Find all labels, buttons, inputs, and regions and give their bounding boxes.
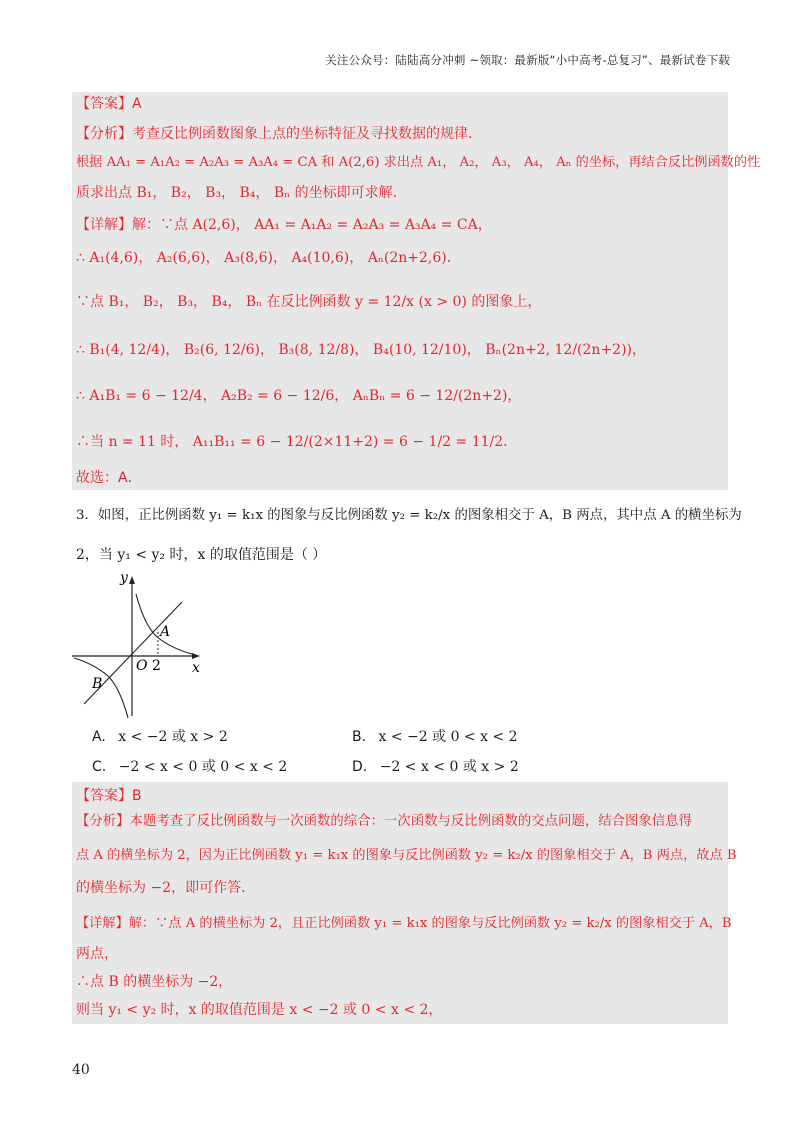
- detail-line-3: ∵点 B₁， B₂， B₃， B₄， Bₙ 在反比例函数 y = 12/x (x > 0) 的图象上，: [76, 294, 542, 310]
- detail-line-5: ∴ A₁B₁ = 6 − 12/4， A₂B₂ = 6 − 12/6， AₙBₙ = 6 − 12/(2n+2)，: [76, 388, 522, 404]
- answer-label: 【答案】A: [76, 96, 142, 112]
- detail-line-1: 【详解】解：∵点 A(2,6)， AA₁ = A₁A₂ = A₂A₃ = A₃A₄ = CA，: [76, 217, 492, 233]
- analysis-2-line-1: 【分析】本题考查了反比例函数与一次函数的综合：一次函数与反比例函数的交点问题，结合图象信息得: [76, 814, 692, 829]
- tick-label-2: 2: [152, 658, 161, 674]
- option-a-text: x < −2 或 x > 2: [118, 729, 228, 745]
- detail-line-2: ∴ A₁(4,6)， A₂(6,6)， A₃(8,6)， A₄(10,6)， Aₙ(2n+2,6)．: [76, 250, 461, 266]
- solution-block-1: [72, 92, 761, 490]
- detail-line-4: ∴ B₁(4, 12/4)， B₂(6, 12/6)， B₃(8, 12/8)， B₄(10, 12/10)， Bₙ(2n+2, 12/(2n+2))，: [76, 342, 647, 358]
- option-b-letter: B.: [352, 729, 367, 745]
- detail-2-line-3: ∴点 B 的横坐标为 −2，: [76, 974, 233, 990]
- detail-2-line-4: 则当 y₁ < y₂ 时，x 的取值范围是 x < −2 或 0 < x < 2，: [76, 1002, 443, 1018]
- choose-line: 故选：A．: [76, 470, 142, 486]
- option-a[interactable]: [92, 727, 228, 747]
- page-header: 关注公众号：陆陆高分冲刺 ~领取：最新版“小中高考-总复习”、最新试卷下载: [325, 53, 730, 67]
- page-number: 40: [72, 1062, 90, 1078]
- analysis-2-line-2: 点 A 的横坐标为 2，因为正比例函数 y₁ = k₁x 的图象与反比例函数 y₂ = k₂/x 的图象相交于 A，B 两点，故点 B: [76, 848, 737, 863]
- origin-label: O: [136, 658, 148, 674]
- option-d[interactable]: [352, 757, 519, 777]
- option-c-text: −2 < x < 0 或 0 < x < 2: [118, 759, 288, 775]
- x-axis-label: x: [192, 660, 200, 676]
- option-b[interactable]: [352, 727, 518, 747]
- point-a-label: A: [160, 624, 171, 640]
- analysis-line-1: 【分析】考查反比例函数图象上点的坐标特征及寻找数据的规律．: [76, 126, 482, 142]
- question-3-line-2: 2，当 y₁ < y₂ 时，x 的取值范围是（ ）: [76, 547, 327, 563]
- x-axis-arrow: [192, 653, 200, 659]
- detail-2-line-2: 两点，: [76, 946, 118, 962]
- detail-2-line-1: 【详解】解：∵点 A 的横坐标为 2，且正比例函数 y₁ = k₁x 的图象与反比例函数 y₂ = k₂/x 的图象相交于 A，B: [76, 916, 732, 931]
- option-c-letter: C.: [92, 759, 107, 775]
- analysis-2-line-3: 的横坐标为 −2，即可作答．: [76, 880, 256, 896]
- analysis-line-3: 质求出点 B₁， B₂， B₃， B₄， Bₙ 的坐标即可求解．: [76, 185, 407, 201]
- option-d-text: −2 < x < 0 或 x > 2: [379, 759, 519, 775]
- option-c[interactable]: [92, 757, 287, 777]
- answer-label-2: 【答案】B: [76, 788, 142, 804]
- detail-line-6: ∴当 n = 11 时， A₁₁B₁₁ = 6 − 12/(2×11+2) = 6 − 1/2 = 11/2．: [76, 434, 518, 450]
- question-3-line-1: 3．如图，正比例函数 y₁ = k₁x 的图象与反比例函数 y₂ = k₂/x 的图象相交于 A，B 两点，其中点 A 的横坐标为: [76, 508, 742, 523]
- option-a-letter: A.: [92, 729, 106, 745]
- point-b-label: B: [92, 676, 103, 692]
- option-b-text: x < −2 或 0 < x < 2: [378, 729, 518, 745]
- option-d-letter: D.: [352, 759, 368, 775]
- analysis-line-2: 根据 AA₁ = A₁A₂ = A₂A₃ = A₃A₄ = CA 和 A(2,6) 求出点 A₁， A₂， A₃， A₄， Aₙ 的坐标，再结合反比例函数的性: [76, 155, 761, 170]
- y-axis-label: y: [120, 570, 128, 586]
- y-axis-arrow: [129, 576, 135, 584]
- function-graph: [70, 568, 210, 718]
